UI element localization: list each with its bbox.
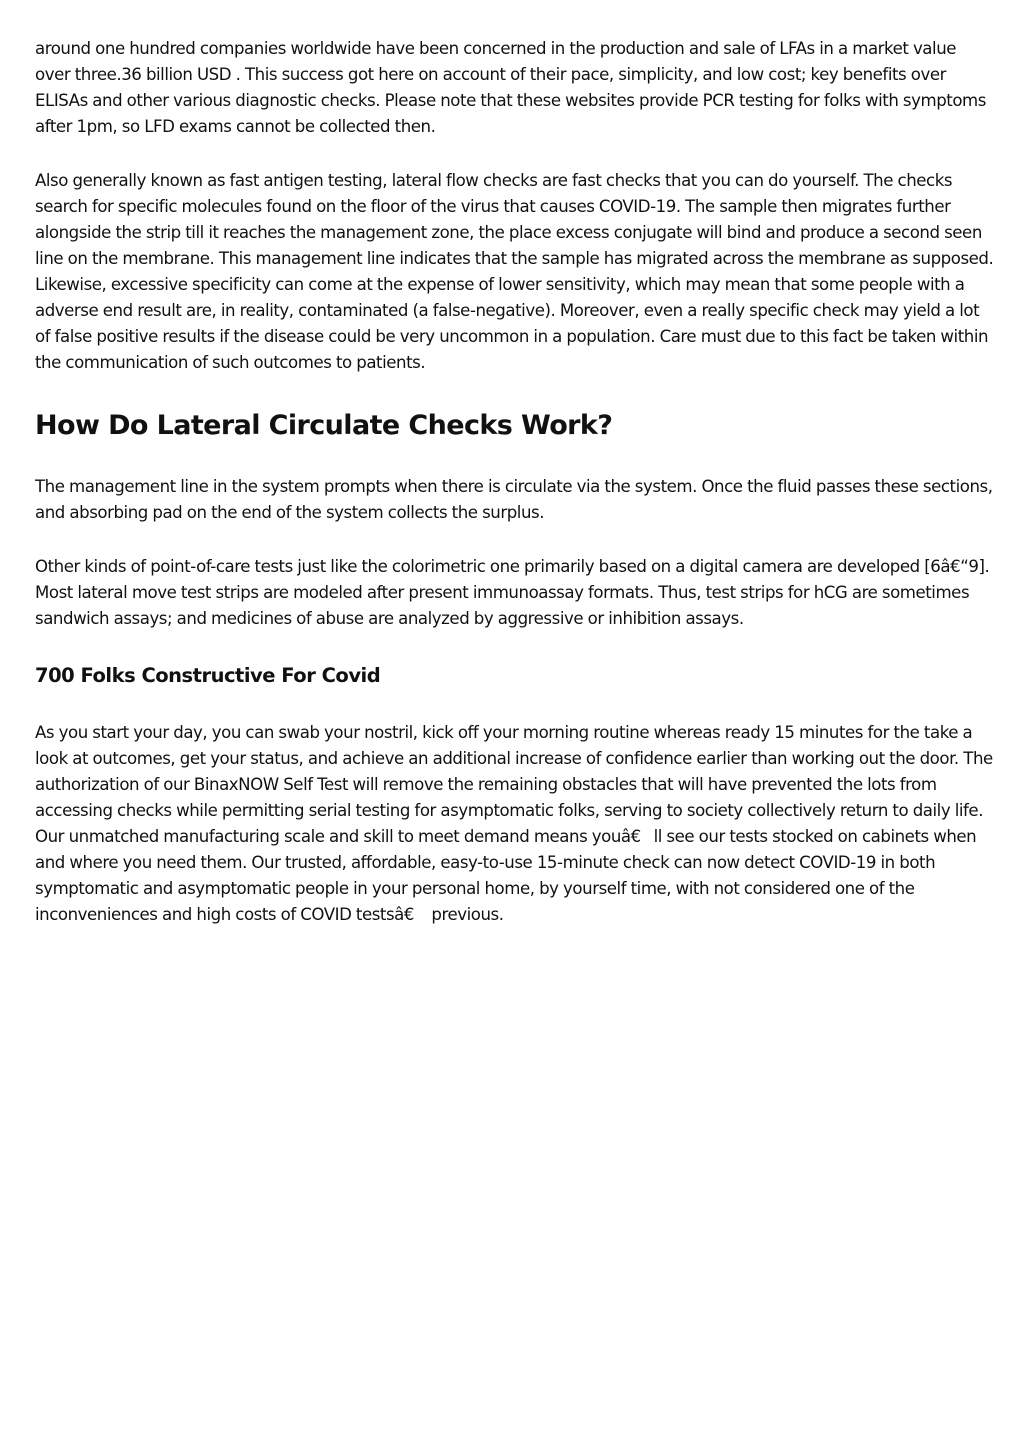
paragraph-antigen-testing: Also generally known as fast antigen testing, lateral flow checks are fast checks that you can do yourself. The checks search for specific molecules found on the floor of the virus that causes COVID-19. The sample then migrates further alongside the strip till it reaches the management zone, the place excess conjugate will bind and produce a second seen line on the membrane. This management line indicates that the sample has migrated across the membrane as supposed. Likewise, excessive specificity can come at the expense of lower sensitivity, which may mean that some people with a adverse end result are, in reality, contaminated (a false-negative). Moreover, even a really specific check may yield a lot of false positive results if the disease could be very uncommon in a population. Care must due to this fact be taken within the communication of such outcomes to patients. [35,171,994,372]
paragraph-point-of-care: Other kinds of point-of-care tests just like the colorimetric one primarily based on a digital camera are developed [6â€“9]. Most lateral move test strips are modeled after present immunoassay formats. Thus, test strips for hCG are sometimes sandwich assays; and medicines of abuse are analyzed by aggressive or inhibition assays. [35,557,990,628]
paragraph-lfa-market: around one hundred companies worldwide have been concerned in the production and sale of LFAs in a market value over three.36 billion USD . This success got here on account of their pace, simplicity, and low cost; key benefits over ELISAs and other various diagnostic checks. Please note that these websites provide PCR testing for folks with symptoms after 1pm, so LFD exams cannot be collected then. [35,39,986,136]
heading-covid-positive: 700 Folks Constructive For Covid [35,664,381,687]
heading-how-checks-work: How Do Lateral Circulate Checks Work? [35,410,613,441]
article-body [35,36,995,928]
paragraph-binaxnow: As you start your day, you can swab your nostril, kick off your morning routine whereas ready 15 minutes for the take a look at outcomes, get your status, and achieve an additional increase of confidence earlier than working out the door. The authorization of our BinaxNOW Self Test will remove the remaining obstacles that will have prevented the lots from accessing checks while permitting serial testing for asymptomatic folks, serving to society collectively return to daily life. Our unmatched manufacturing scale and skill to meet demand means youâ€ll see our tests stocked on cabinets when and where you need them. Our trusted, affordable, easy-to-use 15-minute check can now detect COVID-19 in both symptomatic and asymptomatic people in your personal home, by yourself time, with not considered one of the inconveniences and high costs of COVID testsâ€ previous. [35,723,993,924]
paragraph-management-line: The management line in the system prompts when there is circulate via the system. Once the fluid passes these sections, and absorbing pad on the end of the system collects the surplus. [35,477,993,522]
